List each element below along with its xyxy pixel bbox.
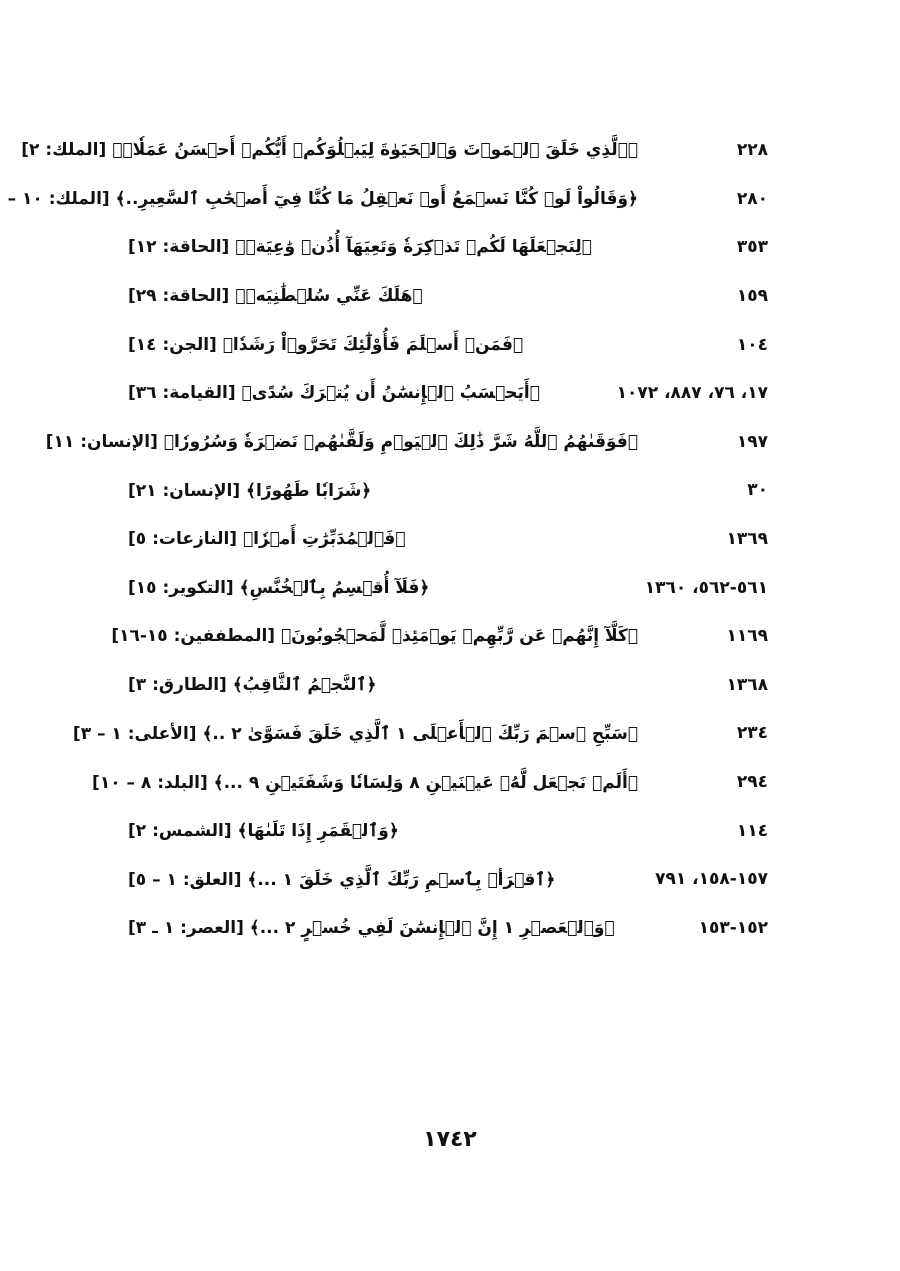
index-row [128, 272, 768, 321]
verse-reference: ﴿فَلَآ أُقۡسِمُ بِٱلۡخُنَّسِ﴾ [التكوير: ١٥] [128, 578, 430, 599]
index-row [7, 175, 768, 224]
index-row [72, 709, 768, 758]
index-row [128, 223, 768, 272]
index-row [128, 661, 768, 710]
page-references: ٢٢٨ [736, 140, 768, 161]
verse-reference: ﴿هَلَكَ عَنِّي سُلۡطَٰنِيَهۡ﴾ [الحاقة: ٢٩] [128, 286, 423, 307]
page-references: ٣٠ [747, 480, 768, 501]
page-references: ٢٨٠ [736, 188, 768, 209]
page-references: ١٠٤ [736, 334, 768, 355]
page-references: ١١٤ [736, 820, 768, 841]
page-references: ١٩٧ [736, 431, 768, 452]
verse-index-list [7, 126, 768, 952]
page-references: ١٣٦٨ [726, 674, 768, 695]
verse-reference: ﴿فَٱلۡمُدَبِّرَٰتِ أَمۡرٗا﴾ [النازعات: ٥] [128, 529, 406, 550]
index-row [128, 904, 768, 953]
page-references: ٣٥٣ [736, 237, 768, 258]
verse-reference: ﴿وَقَالُواْ لَوۡ كُنَّا نَسۡمَعُ أَوۡ نَعۡقِلُ مَا كُنَّا فِيٓ أَصۡحَٰبِ ٱلسَّعِيرِ..﴾ [الملك: ١٠ – [7, 189, 638, 210]
verse-reference: ﴿أَيَحۡسَبُ ٱلۡإِنسَٰنُ أَن يُتۡرَكَ سُدًى﴾ [القيامة: ٣٦] [128, 383, 540, 404]
index-row [111, 612, 768, 661]
page-number: ١٧٤٢ [423, 1127, 477, 1152]
index-row [128, 563, 768, 612]
index-row [128, 855, 768, 904]
page-references: ١٧، ٧٦، ٨٨٧، ١٠٧٢ [616, 383, 768, 404]
page-references: ١٣٦٩ [726, 529, 768, 550]
verse-reference: ﴿وَٱلۡعَصۡرِ ١ إِنَّ ٱلۡإِنسَٰنَ لَفِي خُسۡرٍ ٢ ...﴾ [العصر: ١ ـ ٣] [128, 918, 615, 939]
index-row [128, 515, 768, 564]
index-row [128, 320, 768, 369]
page-references: ٢٣٤ [736, 723, 768, 744]
page-references: ١٥٩ [736, 286, 768, 307]
verse-reference: ﴿كَلَّآ إِنَّهُمۡ عَن رَّبِّهِمۡ يَوۡمَئِذٖ لَّمَحۡجُوبُونَ﴾ [المطففين: ١٥-١٦] [111, 626, 638, 647]
index-row [128, 369, 768, 418]
verse-reference: ﴿فَوَقَىٰهُمُ ٱللَّهُ شَرَّ ذَٰلِكَ ٱلۡيَوۡمِ وَلَقَّىٰهُمۡ نَضۡرَةٗ وَسُرُورٗا﴾ [الإنسان: ١١] [45, 431, 638, 452]
verse-reference: ﴿فَمَنۡ أَسۡلَمَ فَأُوْلَٰٓئِكَ تَحَرَّوۡاْ رَشَدٗا﴾ [الجن: ١٤] [128, 334, 524, 355]
page-references: ١١٦٩ [726, 626, 768, 647]
verse-reference: ﴿شَرَابٗا طَهُورًا﴾ [الإنسان: ٢١] [128, 480, 372, 501]
verse-reference: ﴿لِنَجۡعَلَهَا لَكُمۡ تَذۡكِرَةٗ وَتَعِيَهَآ أُذُنٞ وَٰعِيَةٞ﴾ [الحاقة: ١٢] [128, 237, 592, 258]
verse-reference: ﴿أَلَمۡ نَجۡعَل لَّهُۥ عَيۡنَيۡنِ ٨ وَلِسَانٗا وَشَفَتَيۡنِ ٩ ...﴾ [البلد: ٨ – ١٠] [92, 772, 638, 793]
index-row [128, 466, 768, 515]
verse-reference: ﴿ٱلَّذِي خَلَقَ ٱلۡمَوۡتَ وَٱلۡحَيَوٰةَ لِيَبۡلُوَكُمۡ أَيُّكُمۡ أَحۡسَنُ عَمَلٗاۚ﴾ [الملك: ٢] [21, 140, 638, 161]
index-row [45, 418, 768, 467]
index-row [92, 758, 768, 807]
page-references: ٥٦١-٥٦٢، ١٣٦٠ [644, 577, 768, 598]
page-references: ١٥٧-١٥٨، ٧٩١ [655, 869, 768, 890]
verse-reference: ﴿سَبِّحِ ٱسۡمَ رَبِّكَ ٱلۡأَعۡلَى ١ ٱلَّذِي خَلَقَ فَسَوَّىٰ ٢ ..﴾ [الأعلى: ١ – ٣] [72, 723, 638, 744]
page-references: ١٥٢-١٥٣ [698, 917, 768, 938]
verse-reference: ﴿ٱلنَّجۡمُ ٱلثَّاقِبُ﴾ [الطارق: ٣] [128, 675, 377, 696]
index-row [128, 806, 768, 855]
verse-reference: ﴿ٱقۡرَأۡ بِٱسۡمِ رَبِّكَ ٱلَّذِي خَلَقَ ١ ...﴾ [العلق: ١ – ٥] [128, 869, 556, 890]
verse-reference: ﴿وَٱلۡقَمَرِ إِذَا تَلَىٰهَا﴾ [الشمس: ٢] [128, 821, 399, 842]
page-references: ٢٩٤ [736, 772, 768, 793]
index-row [21, 126, 768, 175]
